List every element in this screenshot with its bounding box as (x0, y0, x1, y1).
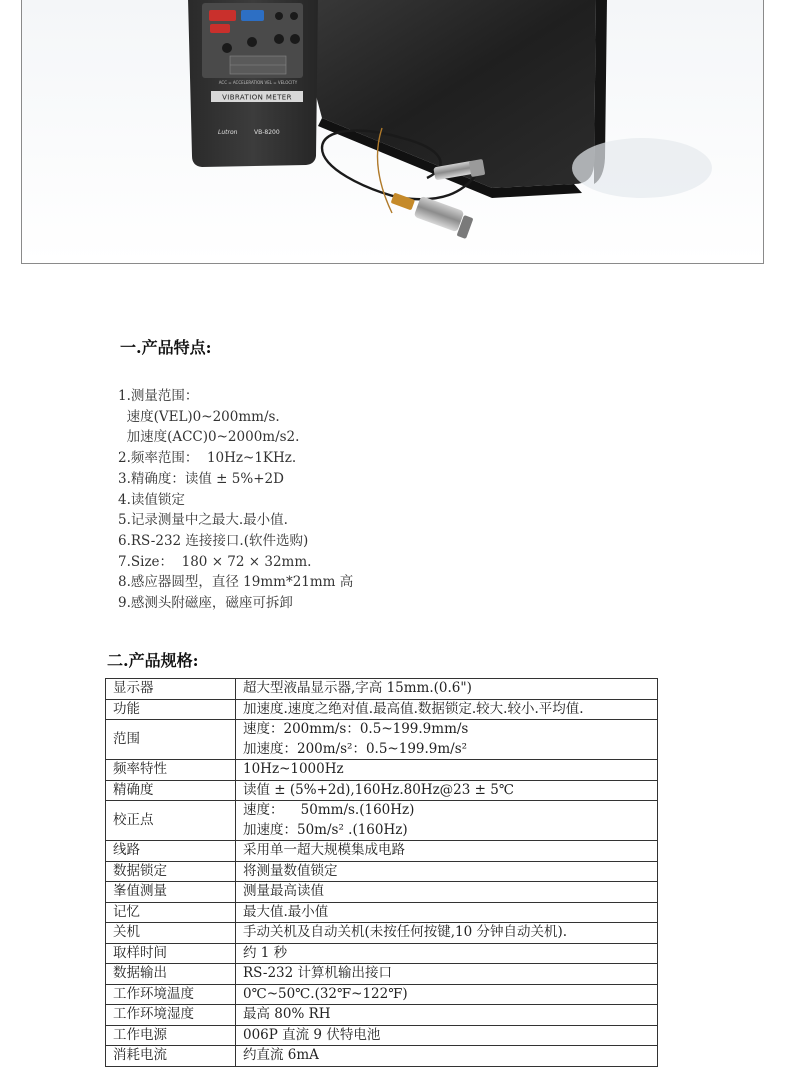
table-row (106, 699, 658, 720)
spec-value-line: 加速度.速度之绝对值.最高值.数据锁定.较大.较小.平均值. (243, 700, 584, 717)
table-row (106, 1005, 658, 1026)
spec-value (236, 923, 658, 944)
spec-key: 峯值测量 (106, 882, 236, 903)
hold-button (241, 10, 264, 21)
spec-value-line: 约直流 6mA (243, 1047, 319, 1063)
table-row (106, 760, 658, 781)
spec-key: 记忆 (106, 902, 236, 923)
spec-value-line: 超大型液晶显示器,字高 15mm.(0.6") (243, 680, 472, 696)
acc-button (274, 34, 284, 44)
feature-item: 5.记录测量中之最大.最小值. (118, 512, 288, 529)
table-row (106, 984, 658, 1005)
section-title-features: 一.产品特点: (120, 338, 212, 357)
spec-value (236, 841, 658, 862)
spec-value (236, 1005, 658, 1026)
feature-list (118, 386, 353, 614)
spec-value-line: 采用单一超大规模集成电路 (243, 842, 405, 858)
spec-key: 线路 (106, 841, 236, 862)
spec-key: 频率特性 (106, 760, 236, 781)
vel-button (290, 34, 300, 44)
spec-key: 工作环境温度 (106, 984, 236, 1005)
product-photo (21, 0, 764, 264)
spec-value (236, 801, 658, 841)
table-row (106, 1025, 658, 1046)
spec-value-line: 006P 直流 9 伏特电池 (243, 1026, 381, 1043)
spec-key: 消耗电流 (106, 1046, 236, 1067)
table-row (106, 679, 658, 700)
spec-key: 显示器 (106, 679, 236, 700)
spec-key: 工作电源 (106, 1025, 236, 1046)
feature-item: 6.RS-232 连接接口.(软件选购) (118, 532, 309, 549)
table-row (106, 902, 658, 923)
spec-value (236, 943, 658, 964)
feature-item: 7.Size： 180 × 72 × 32mm. (118, 553, 312, 570)
spec-value (236, 1025, 658, 1046)
table-row (106, 801, 658, 841)
rms-button (275, 12, 283, 20)
spec-value (236, 861, 658, 882)
feature-item: 3.精确度：读值 ± 5%+2D (118, 470, 284, 487)
spec-value-line: 测量最高读值 (243, 883, 324, 899)
spec-value (236, 964, 658, 985)
table-row (106, 943, 658, 964)
spec-value-line: 速度： 50mm/s.(160Hz) (243, 802, 415, 818)
table-row (106, 923, 658, 944)
recall-button (247, 37, 257, 47)
specification-table (105, 678, 658, 1067)
spec-value-line: 10Hz~1000Hz (243, 761, 344, 777)
section-title-specifications: 二.产品规格: (107, 651, 199, 670)
product-photo-svg (22, 0, 763, 263)
feature-item: 8.感应器圆型，直径 19mm*21mm 高 (118, 574, 354, 591)
feature-item: 2.频率范围： 10Hz~1KHz. (118, 450, 297, 467)
feature-item: 4.读值锁定 (118, 491, 185, 508)
table-row (106, 964, 658, 985)
spec-key: 范围 (106, 720, 236, 760)
spec-value-line: 手动关机及自动关机(未按任何按键,10 分钟自动关机). (243, 924, 568, 940)
feature-item: 1.测量范围： (118, 388, 199, 404)
device-brand: Lutron (218, 129, 238, 136)
peak-button (290, 12, 298, 20)
spec-value-line: 加速度：50m/s² .(160Hz) (243, 821, 408, 838)
spec-value (236, 679, 658, 700)
spec-value (236, 699, 658, 720)
spec-key: 功能 (106, 699, 236, 720)
vibration-meter (188, 0, 318, 167)
spec-value-line: 最大值.最小值 (243, 903, 329, 920)
spec-value (236, 1046, 658, 1067)
feature-item: 9.感测头附磁座，磁座可拆卸 (118, 595, 293, 612)
spec-value-line: 最高 80% RH (243, 1006, 331, 1022)
feature-item: 加速度(ACC)0~2000m/s2. (118, 429, 300, 446)
spec-value-line: 加速度：200m/s²：0.5~199.9m/s² (243, 740, 468, 757)
spec-key: 数据锁定 (106, 861, 236, 882)
spec-value-line: 速度：200mm/s：0.5~199.9mm/s (243, 721, 469, 737)
table-row (106, 720, 658, 760)
spec-key: 关机 (106, 923, 236, 944)
spec-value (236, 984, 658, 1005)
table-row (106, 882, 658, 903)
table-row (106, 861, 658, 882)
power-button (209, 10, 236, 21)
spec-key: 精确度 (106, 780, 236, 801)
device-label: VIBRATION METER (222, 93, 292, 102)
spec-value-line: RS-232 计算机输出接口 (243, 965, 393, 981)
spec-value (236, 902, 658, 923)
spec-value (236, 760, 658, 781)
spec-value (236, 780, 658, 801)
table-row (106, 1046, 658, 1067)
spec-value-line: 0℃~50℃.(32℉~122℉) (243, 985, 408, 1002)
spec-value (236, 882, 658, 903)
table-row (106, 841, 658, 862)
spec-key: 取样时间 (106, 943, 236, 964)
spec-value-line: 将测量数值锁定 (243, 862, 338, 879)
spec-key: 数据输出 (106, 964, 236, 985)
spec-value-line: 约 1 秒 (243, 944, 288, 961)
record-button (222, 43, 232, 53)
device-model: VB-8200 (254, 129, 280, 136)
feature-item: 速度(VEL)0~200mm/s. (118, 408, 280, 425)
spec-value-line: 读值 ± (5%+2d),160Hz.80Hz@23 ± 5℃ (243, 781, 514, 798)
spec-value (236, 720, 658, 760)
spec-key: 工作环境湿度 (106, 1005, 236, 1026)
spec-key: 校正点 (106, 801, 236, 841)
table-row (106, 780, 658, 801)
display-notes: ACC = ACCELERATION VEL = VELOCITY (218, 80, 298, 85)
